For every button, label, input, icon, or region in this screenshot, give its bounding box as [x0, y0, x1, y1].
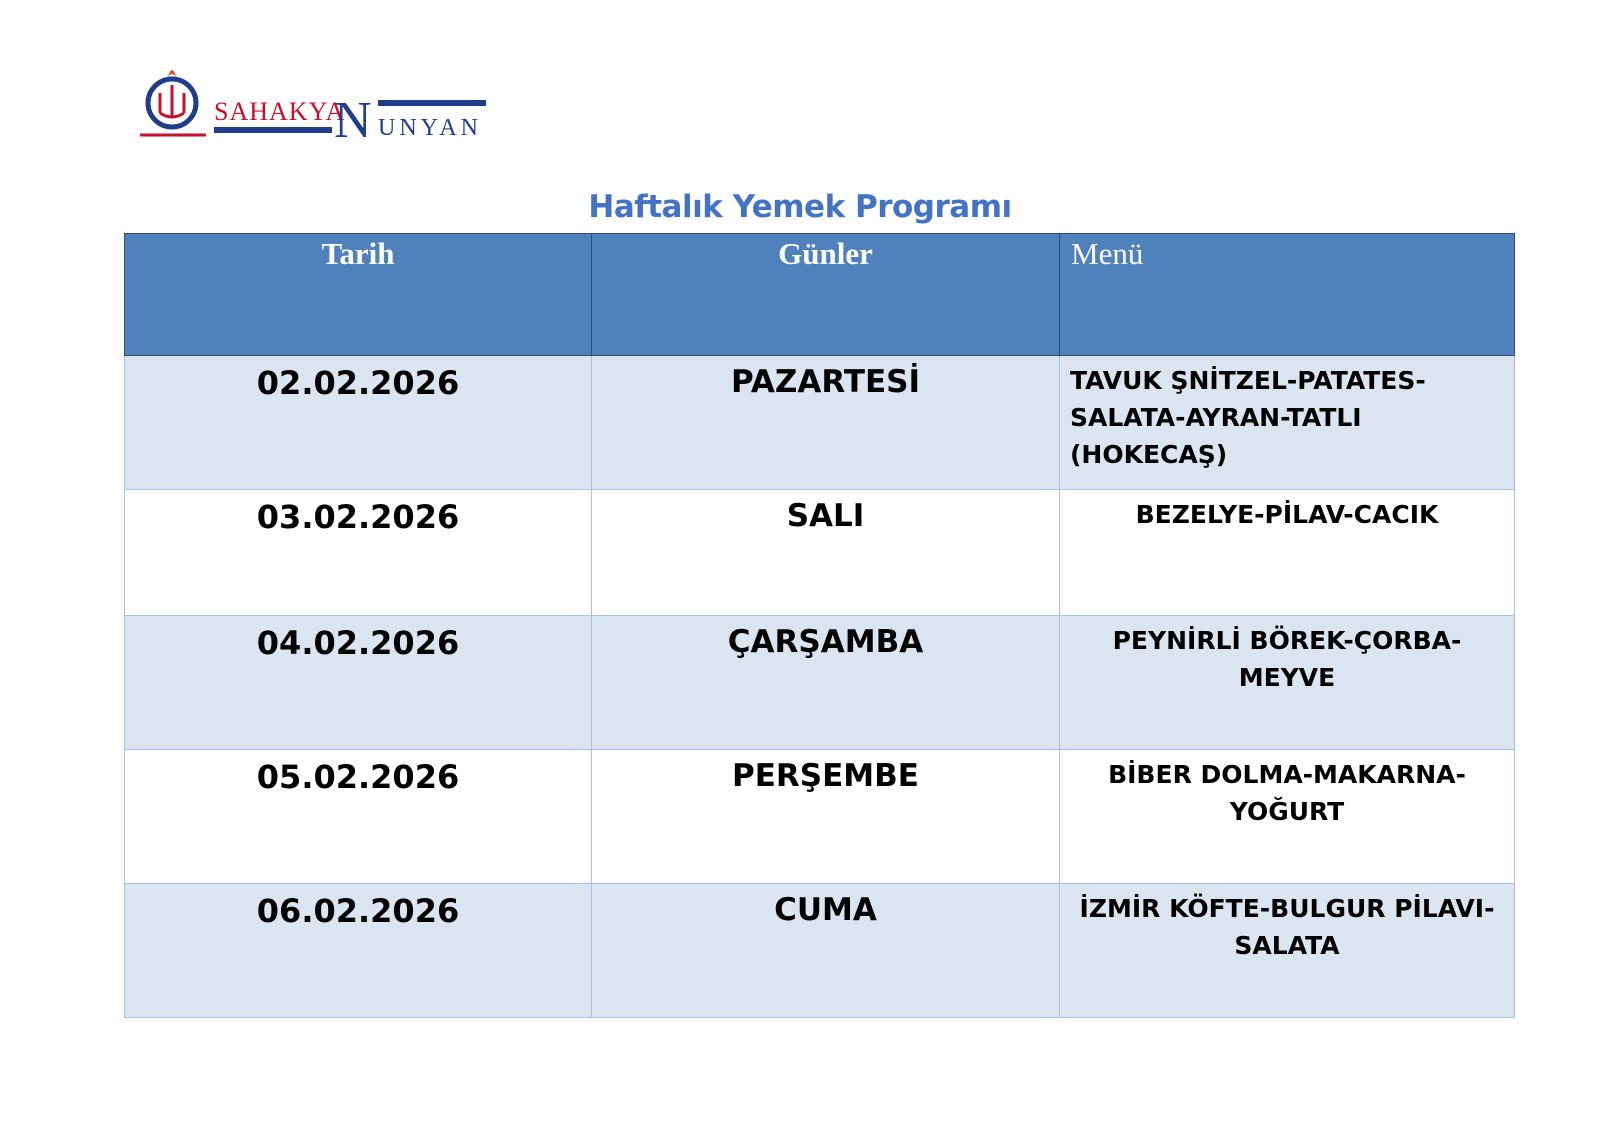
logo-text-left: SAHAKYA	[214, 97, 346, 126]
menu-cell: İZMİR KÖFTE-BULGUR PİLAVI-SALATA	[1060, 884, 1515, 1018]
header-menu: Menü	[1060, 234, 1515, 356]
table-row	[125, 616, 1515, 750]
day-cell: PERŞEMBE	[592, 750, 1060, 884]
date-cell: 04.02.2026	[125, 616, 592, 750]
logo-text-right: UNYAN	[378, 115, 482, 141]
day-cell: ÇARŞAMBA	[592, 616, 1060, 750]
day-cell: CUMA	[592, 884, 1060, 1018]
table-row	[125, 490, 1515, 616]
page-title: Haftalık Yemek Programı	[588, 189, 1012, 225]
menu-cell: TAVUK ŞNİTZEL-PATATES-SALATA-AYRAN-TATLI (HOKECAŞ)	[1060, 356, 1515, 490]
menu-cell: PEYNİRLİ BÖREK-ÇORBA-MEYVE	[1060, 616, 1515, 750]
logo-graphic	[138, 55, 498, 145]
header-day: Günler	[592, 234, 1060, 356]
meal-schedule-table	[124, 233, 1515, 1018]
school-logo	[138, 55, 498, 145]
table-row	[125, 750, 1515, 884]
table-row	[125, 356, 1515, 490]
flame-icon	[168, 70, 176, 77]
date-cell: 02.02.2026	[125, 356, 592, 490]
table-row	[125, 884, 1515, 1018]
date-cell: 05.02.2026	[125, 750, 592, 884]
day-cell: SALI	[592, 490, 1060, 616]
header-date: Tarih	[125, 234, 592, 356]
date-cell: 06.02.2026	[125, 884, 592, 1018]
menu-cell: BİBER DOLMA-MAKARNA-YOĞURT	[1060, 750, 1515, 884]
date-cell: 03.02.2026	[125, 490, 592, 616]
menu-cell: BEZELYE-PİLAV-CACIK	[1060, 490, 1515, 616]
table-header-row	[125, 234, 1515, 356]
logo-text-n: N	[334, 92, 372, 145]
day-cell: PAZARTESİ	[592, 356, 1060, 490]
logo-emblem-glyph	[160, 85, 184, 117]
